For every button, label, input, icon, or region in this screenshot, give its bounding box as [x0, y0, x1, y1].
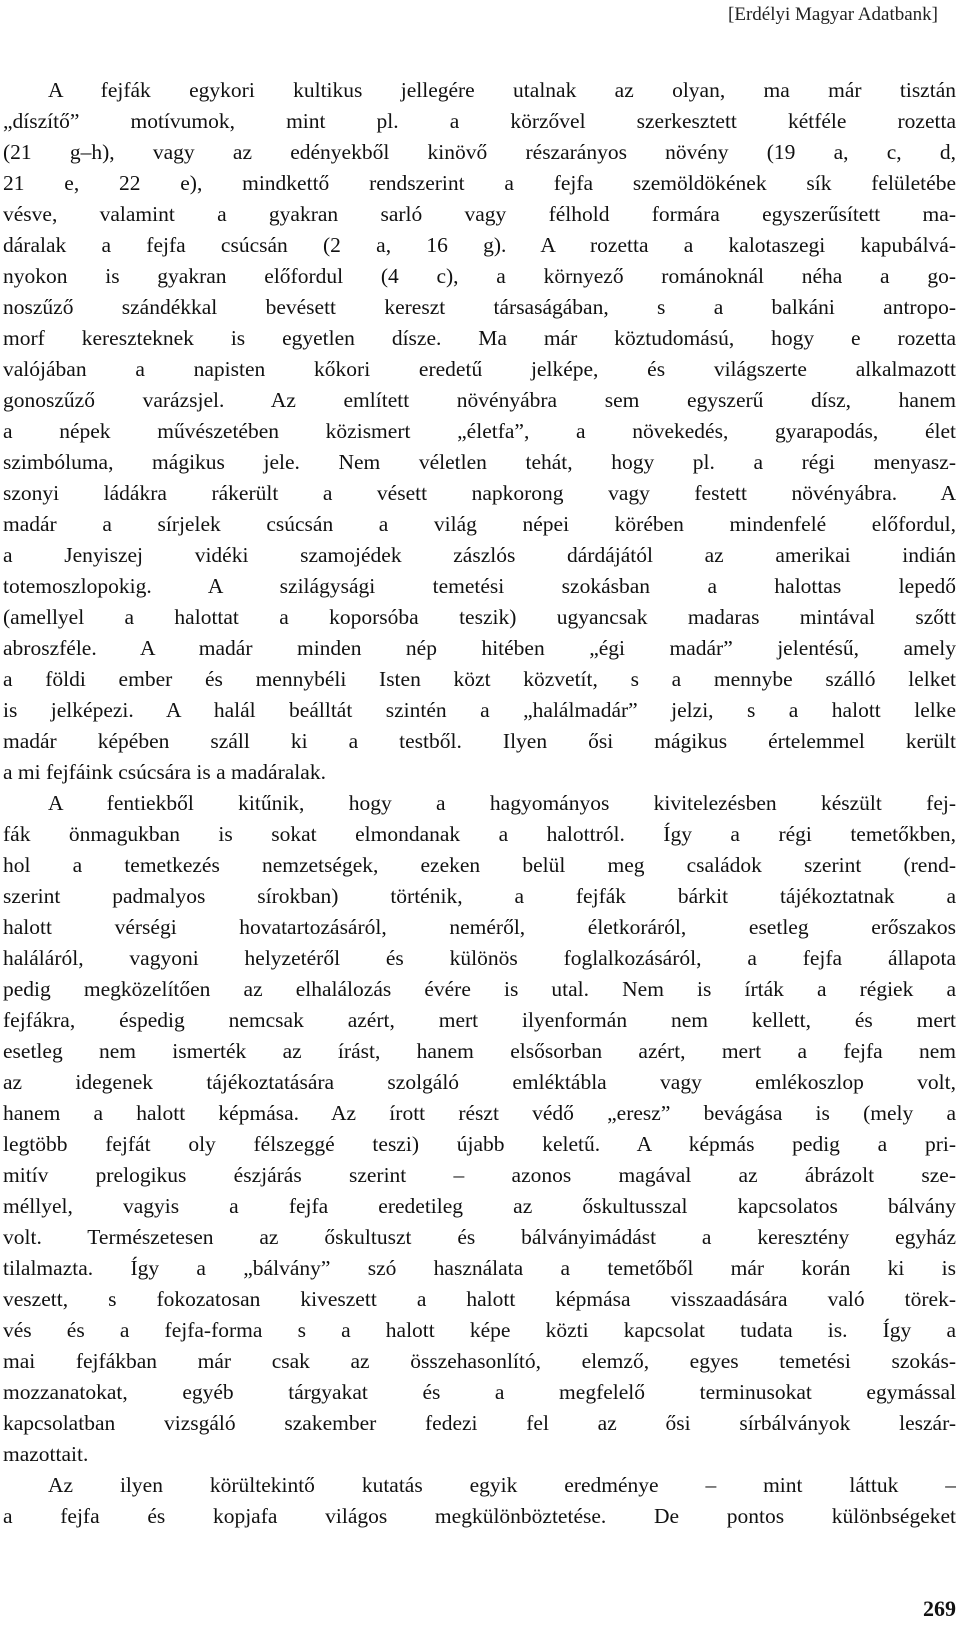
- text-line: szimbóluma, mágikus jele. Nem véletlen tehát, hogy pl. a régi menyasz-: [3, 450, 956, 474]
- text-line: is jelképezi. A halál beálltát szintén a „halálmadár” jelzi, s a halott lelke: [3, 698, 956, 722]
- text-line: hol a temetkezés nemzetségek, ezeken belül meg családok szerint (rend-: [3, 853, 956, 877]
- text-line: 21 e, 22 e), mindkettő rendszerint a fejfa szemöldökének sík felületébe: [3, 171, 956, 195]
- text-line: (21 g–h), vagy az edényekből kinövő részarányos növény (19 a, c, d,: [3, 140, 956, 164]
- text-line: fejfákra, éspedig nemcsak azért, mert ilyenformán nem kellett, és mert: [3, 1008, 956, 1032]
- text-line: valójában a napisten kőkori eredetű jelképe, és világszerte alkalmazott: [3, 357, 956, 381]
- text-line: a Jenyiszej vidéki szamojédek zászlós dárdájától az amerikai indián: [3, 543, 956, 567]
- text-line: gonoszűző varázsjel. Az említett növényábra sem egyszerű dísz, hanem: [3, 388, 956, 412]
- text-line: morf kereszteknek is egyetlen dísze. Ma már köztudomású, hogy e rozetta: [3, 326, 956, 350]
- text-line: halott vérségi hovatartozásáról, neméről, életkoráról, esetleg erőszakos: [3, 915, 956, 939]
- text-line: a fejfa és kopjafa világos megkülönböztetése. De pontos különbségeket: [3, 1504, 956, 1528]
- text-line: nyokon is gyakran előfordul (4 c), a környező románoknál néha a go-: [3, 264, 956, 288]
- text-line: veszett, s fokozatosan kiveszett a halott képmása visszaadására való törek-: [3, 1287, 956, 1311]
- text-line: a népek művészetében közismert „életfa”, a növekedés, gyarapodás, élet: [3, 419, 956, 443]
- text-line: A fentiekből kitűnik, hogy a hagyományos kivitelezésben készült fej-: [48, 791, 956, 815]
- text-line: haláláról, vagyoni helyzetéről és különös foglalkozásáról, a fejfa állapota: [3, 946, 956, 970]
- text-line: A fejfák egykori kultikus jellegére utalnak az olyan, ma már tisztán: [48, 78, 956, 102]
- text-line: legtöbb fejfát oly félszeggé teszi) újabb keletű. A képmás pedig a pri-: [3, 1132, 956, 1156]
- text-line: tilalmazta. Így a „bálvány” szó használata a temetőből már korán ki is: [3, 1256, 956, 1280]
- text-line: kapcsolatban vizsgáló szakember fedezi fel az ősi sírbálványok leszár-: [3, 1411, 956, 1435]
- text-line: volt. Természetesen az őskultuszt és bálványimádást a keresztény egyház: [3, 1225, 956, 1249]
- text-line: (amellyel a halottat a koporsóba teszik) ugyancsak madaras mintával szőtt: [3, 605, 956, 629]
- text-line: totemoszlopokig. A szilágysági temetési szokásban a halottas lepedő: [3, 574, 956, 598]
- text-line: mazottait.: [3, 1442, 89, 1466]
- text-line: méllyel, vagyis a fejfa eredetileg az őskultusszal kapcsolatos bálvány: [3, 1194, 956, 1218]
- text-line: „díszítő” motívumok, mint pl. a körzővel szerkesztett kétféle rozetta: [3, 109, 956, 133]
- text-line: pedig megközelítően az elhalálozás évére is utal. Nem is írták a régiek a: [3, 977, 956, 1001]
- page-number: 269: [923, 1596, 956, 1621]
- text-line: hanem a halott képmása. Az írott részt védő „eresz” bevágása is (mely a: [3, 1101, 956, 1125]
- running-header: [Erdélyi Magyar Adatbank]: [728, 4, 938, 25]
- body-text: [3, 75, 956, 1532]
- text-line: mitív prelogikus észjárás szerint – azonos magával az ábrázolt sze-: [3, 1163, 956, 1187]
- text-line: mozzanatokat, egyéb tárgyakat és a megfelelő terminusokat egymással: [3, 1380, 956, 1404]
- text-line: noszűző szándékkal bevésett kereszt társaságában, s a balkáni antropo-: [3, 295, 956, 319]
- text-line: vés és a fejfa-forma s a halott képe közti kapcsolat tudata is. Így a: [3, 1318, 956, 1342]
- text-line: szonyi ládákra rákerült a vésett napkorong vagy festett növényábra. A: [3, 481, 956, 505]
- text-line: madár a sírjelek csúcsán a világ népei körében mindenfelé előfordul,: [3, 512, 956, 536]
- text-line: mai fejfákban már csak az összehasonlító, elemző, egyes temetési szokás-: [3, 1349, 956, 1373]
- text-line: fák önmagukban is sokat elmondanak a halottról. Így a régi temetőkben,: [3, 822, 956, 846]
- text-line: a mi fejfáink csúcsára is a madáralak.: [3, 760, 326, 784]
- text-line: vésve, valamint a gyakran sarló vagy félhold formára egyszerűsített ma-: [3, 202, 956, 226]
- text-line: a földi ember és mennybéli Isten közt közvetít, s a mennybe szálló lelket: [3, 667, 956, 691]
- text-line: Az ilyen körültekintő kutatás egyik eredménye – mint láttuk –: [48, 1473, 956, 1497]
- text-line: dáralak a fejfa csúcsán (2 a, 16 g). A rozetta a kalotaszegi kapubálvá-: [3, 233, 956, 257]
- text-line: szerint padmalyos sírokban) történik, a fejfák bárkit tájékoztatnak a: [3, 884, 956, 908]
- text-line: az idegenek tájékoztatására szolgáló emléktábla vagy emlékoszlop volt,: [3, 1070, 956, 1094]
- text-line: abroszféle. A madár minden nép hitében „égi madár” jelentésű, amely: [3, 636, 956, 660]
- text-line: esetleg nem ismerték az írást, hanem elsősorban azért, mert a fejfa nem: [3, 1039, 956, 1063]
- text-line: madár képében száll ki a testből. Ilyen ősi mágikus értelemmel került: [3, 729, 956, 753]
